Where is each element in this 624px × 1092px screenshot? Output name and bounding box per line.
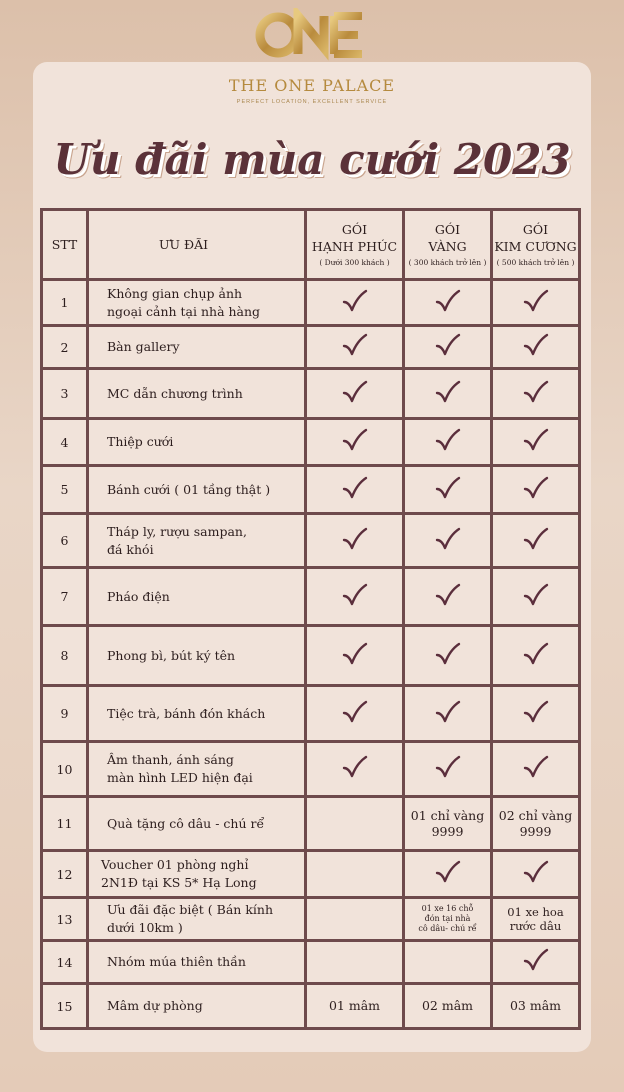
gift-text: 9999 bbox=[519, 823, 552, 839]
package-title: HẠNH PHÚC bbox=[311, 239, 398, 254]
cell-diamond bbox=[492, 898, 580, 941]
check-icon bbox=[523, 380, 549, 404]
package-title: VÀNG bbox=[428, 239, 467, 254]
cell-gold bbox=[404, 851, 492, 898]
package-title: KIM CƯƠNG bbox=[494, 239, 577, 254]
offer-line: ngoại cảnh tại nhà hàng bbox=[107, 303, 261, 319]
cell-diamond bbox=[492, 326, 580, 369]
row-stt: 13 bbox=[42, 898, 88, 941]
table-row bbox=[42, 851, 580, 898]
table-row bbox=[42, 742, 580, 797]
cell-diamond bbox=[492, 568, 580, 626]
cell-happy bbox=[306, 898, 404, 941]
cell-gold bbox=[404, 369, 492, 419]
cell-gold bbox=[404, 280, 492, 326]
header-stt: STT bbox=[42, 210, 88, 280]
gift-text: 01 xe hoa bbox=[507, 905, 564, 919]
table-row bbox=[42, 280, 580, 326]
row-stt: 2 bbox=[42, 326, 88, 369]
check-icon bbox=[435, 700, 461, 724]
row-offer: Bánh cưới ( 01 tầng thật ) bbox=[88, 466, 306, 514]
table-row bbox=[42, 898, 580, 941]
row-offer: Quà tặng cô dâu - chú rể bbox=[88, 797, 306, 851]
row-stt: 7 bbox=[42, 568, 88, 626]
table-row bbox=[42, 984, 580, 1029]
package-note: ( 500 khách trở lên ) bbox=[496, 258, 575, 267]
cell-gold bbox=[404, 568, 492, 626]
check-icon bbox=[435, 527, 461, 551]
check-icon bbox=[342, 333, 368, 357]
package-title: GÓI bbox=[522, 222, 549, 237]
check-icon bbox=[435, 642, 461, 666]
check-icon bbox=[435, 583, 461, 607]
row-offer: Bàn gallery bbox=[88, 326, 306, 369]
check-icon bbox=[523, 583, 549, 607]
check-icon bbox=[435, 289, 461, 313]
check-icon bbox=[523, 860, 549, 884]
row-offer bbox=[88, 742, 306, 797]
one-logo-mark-icon bbox=[254, 8, 370, 62]
offers-table bbox=[40, 208, 581, 1030]
row-offer: Pháo điện bbox=[88, 568, 306, 626]
cell-diamond bbox=[492, 742, 580, 797]
cell-diamond bbox=[492, 369, 580, 419]
row-offer: Phong bì, bút ký tên bbox=[88, 626, 306, 686]
offer-line: 2N1Đ tại KS 5* Hạ Long bbox=[101, 875, 257, 890]
cell-gold bbox=[404, 466, 492, 514]
check-icon bbox=[523, 755, 549, 779]
cell-gold bbox=[404, 514, 492, 568]
cell-diamond bbox=[492, 851, 580, 898]
check-icon bbox=[435, 860, 461, 884]
check-icon bbox=[342, 289, 368, 313]
offer-line: Tháp ly, rượu sampan, bbox=[107, 523, 247, 539]
cell-gold bbox=[404, 419, 492, 466]
cell-happy bbox=[306, 326, 404, 369]
gift-text: 01 chỉ vàng bbox=[410, 807, 485, 823]
cell-gold: 02 mâm bbox=[404, 984, 492, 1029]
cell-happy bbox=[306, 626, 404, 686]
row-stt: 4 bbox=[42, 419, 88, 466]
check-icon bbox=[523, 527, 549, 551]
table-row bbox=[42, 686, 580, 742]
check-icon bbox=[523, 700, 549, 724]
row-stt: 9 bbox=[42, 686, 88, 742]
header-package-diamond bbox=[492, 210, 580, 280]
row-offer: Thiệp cưới bbox=[88, 419, 306, 466]
header-offer: ƯU ĐÃI bbox=[88, 210, 306, 280]
cell-gold bbox=[404, 742, 492, 797]
table-header-row bbox=[42, 210, 580, 280]
row-offer bbox=[88, 514, 306, 568]
page-title: Ưu đãi mùa cưới 2023 bbox=[53, 135, 571, 184]
row-stt: 8 bbox=[42, 626, 88, 686]
check-icon bbox=[523, 333, 549, 357]
cell-diamond bbox=[492, 797, 580, 851]
cell-happy bbox=[306, 851, 404, 898]
cell-diamond: 03 mâm bbox=[492, 984, 580, 1029]
offer-line: Âm thanh, ánh sáng bbox=[107, 752, 234, 767]
cell-diamond bbox=[492, 419, 580, 466]
row-offer bbox=[88, 280, 306, 326]
cell-diamond bbox=[492, 466, 580, 514]
check-icon bbox=[342, 755, 368, 779]
cell-happy bbox=[306, 686, 404, 742]
row-offer: Nhóm múa thiên thần bbox=[88, 941, 306, 984]
table-row bbox=[42, 419, 580, 466]
check-icon bbox=[435, 333, 461, 357]
cell-happy bbox=[306, 514, 404, 568]
cell-happy bbox=[306, 742, 404, 797]
row-stt: 6 bbox=[42, 514, 88, 568]
package-title: GÓI bbox=[434, 222, 461, 237]
table-row bbox=[42, 514, 580, 568]
gift-text: cô dâu- chú rể bbox=[418, 924, 477, 933]
cell-happy bbox=[306, 466, 404, 514]
table-row bbox=[42, 626, 580, 686]
header-package-gold bbox=[404, 210, 492, 280]
offer-line: Không gian chụp ảnh bbox=[107, 285, 243, 301]
cell-happy: 01 mâm bbox=[306, 984, 404, 1029]
row-offer: Tiệc trà, bánh đón khách bbox=[88, 686, 306, 742]
gift-text: 01 xe 16 chỗ bbox=[421, 904, 474, 913]
row-offer: Mâm dự phòng bbox=[88, 984, 306, 1029]
gift-text: 9999 bbox=[431, 823, 464, 839]
check-icon bbox=[523, 428, 549, 452]
check-icon bbox=[342, 583, 368, 607]
cell-gold bbox=[404, 686, 492, 742]
row-stt: 15 bbox=[42, 984, 88, 1029]
table-row bbox=[42, 326, 580, 369]
row-stt: 12 bbox=[42, 851, 88, 898]
table-row bbox=[42, 568, 580, 626]
package-note: ( Dưới 300 khách ) bbox=[319, 258, 390, 267]
row-offer bbox=[88, 898, 306, 941]
gift-text: 02 chỉ vàng bbox=[498, 807, 573, 823]
brand-tagline: PERFECT LOCATION, EXCELLENT SERVICE bbox=[236, 99, 388, 105]
check-icon bbox=[342, 380, 368, 404]
gift-text: đón tại nhà bbox=[424, 914, 471, 923]
row-offer: MC dẫn chương trình bbox=[88, 369, 306, 419]
offer-line: dưới 10km ) bbox=[107, 920, 183, 935]
cell-gold bbox=[404, 797, 492, 851]
cell-gold bbox=[404, 898, 492, 941]
table-row bbox=[42, 941, 580, 984]
check-icon bbox=[342, 642, 368, 666]
gift-text: rước dâu bbox=[509, 919, 562, 933]
cell-diamond bbox=[492, 941, 580, 984]
row-stt: 1 bbox=[42, 280, 88, 326]
header-package-happy bbox=[306, 210, 404, 280]
check-icon bbox=[523, 476, 549, 500]
check-icon bbox=[435, 476, 461, 500]
one-logo bbox=[0, 8, 624, 64]
cell-diamond bbox=[492, 626, 580, 686]
package-note: ( 300 khách trở lên ) bbox=[408, 258, 487, 267]
row-offer bbox=[88, 851, 306, 898]
row-stt: 10 bbox=[42, 742, 88, 797]
cell-gold bbox=[404, 626, 492, 686]
cell-diamond bbox=[492, 514, 580, 568]
check-icon bbox=[523, 289, 549, 313]
cell-happy bbox=[306, 419, 404, 466]
check-icon bbox=[342, 700, 368, 724]
table-row bbox=[42, 797, 580, 851]
offer-line: đá khói bbox=[107, 541, 154, 557]
package-title: GÓI bbox=[341, 222, 368, 237]
offer-line: màn hình LED hiện đại bbox=[107, 770, 253, 785]
cell-happy bbox=[306, 369, 404, 419]
cell-diamond bbox=[492, 686, 580, 742]
check-icon bbox=[435, 428, 461, 452]
brand-name: THE ONE PALACE bbox=[228, 76, 396, 95]
cell-happy bbox=[306, 797, 404, 851]
check-icon bbox=[523, 948, 549, 972]
cell-happy bbox=[306, 568, 404, 626]
check-icon bbox=[342, 476, 368, 500]
row-stt: 5 bbox=[42, 466, 88, 514]
cell-gold bbox=[404, 326, 492, 369]
table-row bbox=[42, 466, 580, 514]
table-row bbox=[42, 369, 580, 419]
check-icon bbox=[342, 428, 368, 452]
check-icon bbox=[342, 527, 368, 551]
cell-happy bbox=[306, 941, 404, 984]
offer-line: Ưu đãi đặc biệt ( Bán kính bbox=[107, 902, 273, 917]
row-stt: 14 bbox=[42, 941, 88, 984]
offer-line: Voucher 01 phòng nghỉ bbox=[101, 857, 249, 872]
check-icon bbox=[435, 755, 461, 779]
cell-gold bbox=[404, 941, 492, 984]
cell-diamond bbox=[492, 280, 580, 326]
check-icon bbox=[435, 380, 461, 404]
row-stt: 3 bbox=[42, 369, 88, 419]
row-stt: 11 bbox=[42, 797, 88, 851]
check-icon bbox=[523, 642, 549, 666]
cell-happy bbox=[306, 280, 404, 326]
